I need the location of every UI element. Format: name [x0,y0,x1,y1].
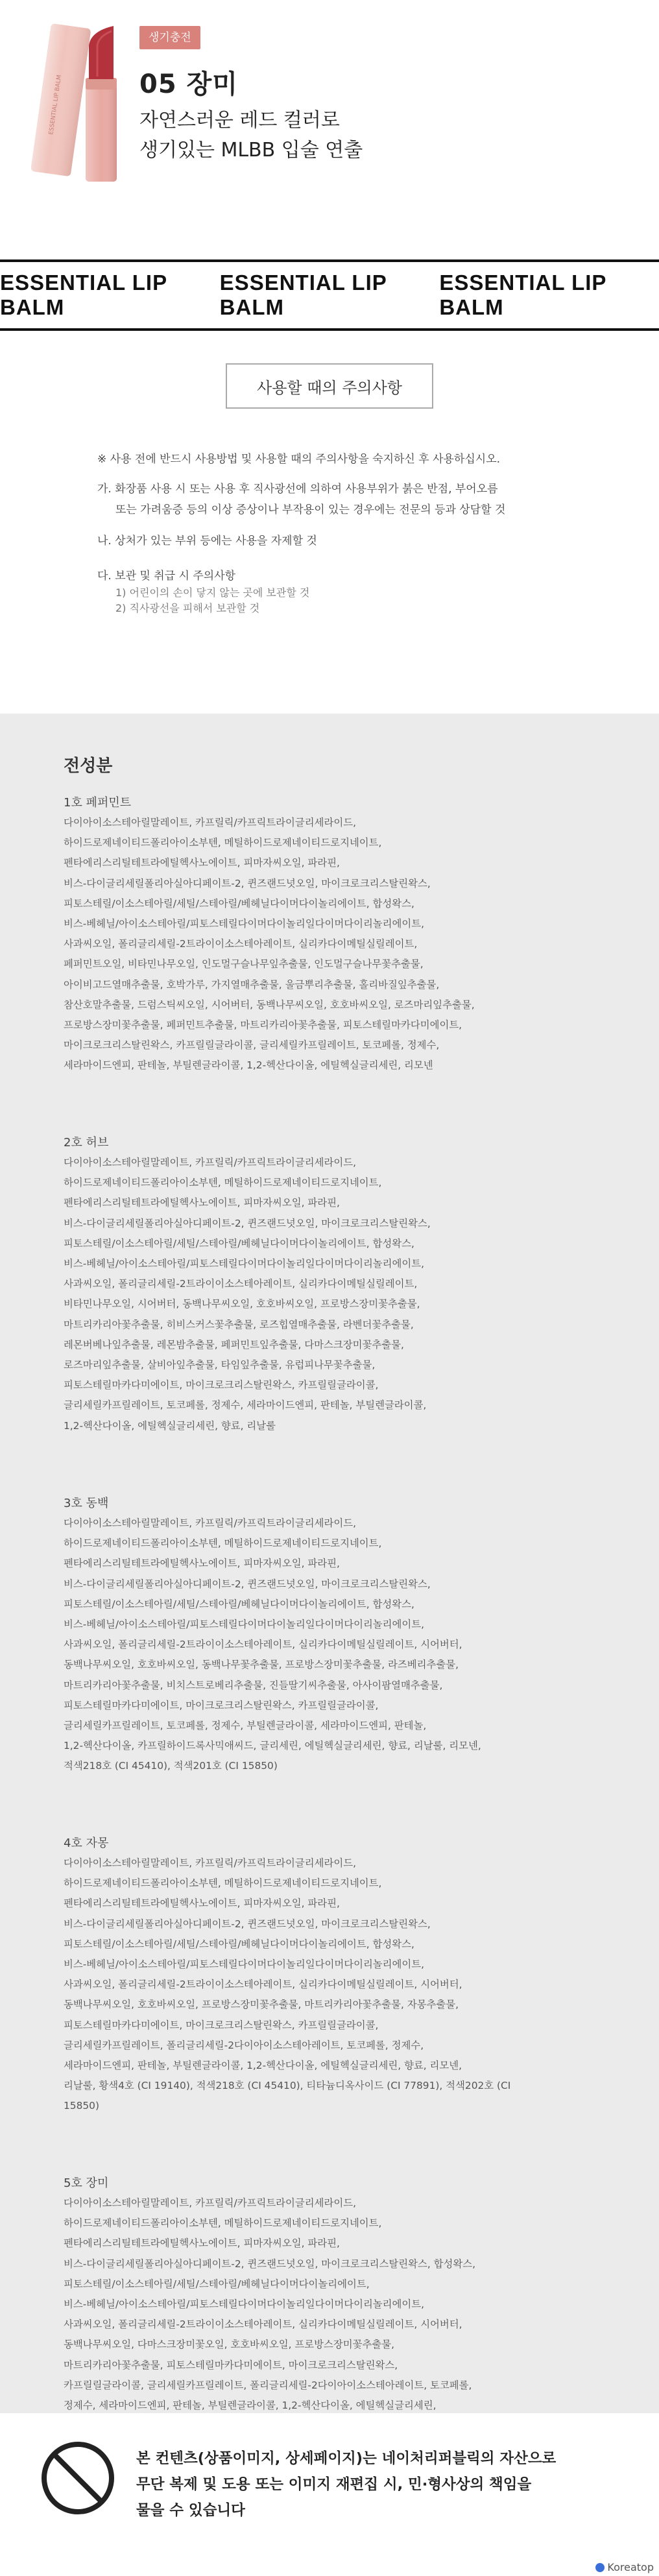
ingredient-line: 비스-다이글리세릴폴리아실아디페이트-2, 퀸즈랜드넛오일, 마이크로크리스탈린왁스, [64,1578,431,1590]
ingredient-line: 다이아이소스테아릴말레이트, 카프릴릭/카프릭트라이글리세라이드, [64,2197,357,2209]
ingredients-section [0,714,659,2413]
ingredient-line: 펜타에리스리틸테트라에틸헥사노에이트, 피마자씨오일, 파라핀, [64,1558,340,1570]
ingredient-line: 피토스테릴마카다미에이트, 마이크로크리스탈린왁스, 카프릴릴글라이콜, [64,2019,379,2031]
caution-line: 또는 가려움증 등의 이상 증상이나 부작용이 있는 경우에는 전문의 등과 상담할 것 [115,503,506,516]
ingredient-line: 동백나무씨오일, 호호바씨오일, 프로방스장미꽃추출물, 마트리카리아꽃추출물, 자몽추출물, [64,1999,459,2011]
ingredient-line: 1,2-헥산다이올, 에틸헥실글리세린, 향료, 리날룰 [64,1419,276,1432]
caution-line: ※ 사용 전에 반드시 사용방법 및 사용할 때의 주의사항을 숙지하신 후 사용하십시오. [97,453,501,466]
watermark-text: Koreatop [607,2561,654,2573]
ingredient-line: 레몬버베나잎추출물, 레몬밤추출물, 페퍼민트잎추출물, 다마스크장미꽃추출물, [64,1338,404,1351]
shade-badge: 생기충전 [139,26,200,49]
copyright-notice [0,2413,659,2576]
ingredient-line: 사과씨오일, 폴리글리세릴-2트라이이소스테아레이트, 실리카다이메틸실릴레이트, [64,938,418,950]
banner-text: ESSENTIAL LIP BALM [439,271,606,319]
ingredient-line: 동백나무씨오일, 다마스크장미꽃오일, 호호바씨오일, 프로방스장미꽃추출물, [64,2339,395,2351]
ingredient-line: 피토스테릴마카다미에이트, 마이크로크리스탈린왁스, 카프릴릴글라이콜, [64,1699,379,1711]
ingredient-line: 피토스테릴/이소스테아릴/세틸/스테아릴/베헤닐다이머다이놀리에이트, [64,2278,370,2290]
ingredient-section [64,793,608,1076]
ingredient-line: 비스-다이글리세릴폴리아실아디페이트-2, 퀸즈랜드넛오일, 마이크로크리스탈린왁스, 합성왁스, [64,2257,475,2270]
ingredient-line: 펜타에리스리틸테트라에틸헥사노에이트, 피마자씨오일, 파라핀, [64,1197,340,1209]
ingredient-line: 마트리카리아꽃추출물, 피토스테릴마카다미에이트, 마이크로크리스탈린왁스, [64,2359,398,2371]
ingredient-line: 사과씨오일, 폴리글리세릴-2트라이이소스테아레이트, 실리카다이메틸실릴레이트, [64,1278,418,1290]
ingredient-line: 하이드로제네이티드폴리아이소부텐, 메틸하이드로제네이티드로지네이트, [64,1877,382,1890]
banner-text: ESSENTIAL LIP BALM [0,271,167,319]
ingredient-section-title: 3호 동백 [64,1497,109,1510]
ingredient-line: 하이드로제네이티드폴리아이소부텐, 메틸하이드로제네이티드로지네이트, [64,2217,382,2230]
caution-title: 사용할 때의 주의사항 [226,363,433,409]
ingredient-line: 펜타에리스리틸테트라에틸헥사노에이트, 피마자씨오일, 파라핀, [64,1897,340,1910]
ingredient-line: 사과씨오일, 폴리글리세릴-2트라이이소스테아레이트, 실리카다이메틸실릴레이트, 시어버터, [64,1639,462,1651]
ingredient-line: 피토스테릴/이소스테아릴/세틸/스테아릴/베헤닐다이머다이놀리에이트, 합성왁스, [64,1598,414,1610]
ingredient-line: 하이드로제네이티드폴리아이소부텐, 메틸하이드로제네이티드로지네이트, [64,837,382,849]
ingredient-line: 피토스테릴/이소스테아릴/세틸/스테아릴/베헤닐다이머다이놀리에이트, 합성왁스, [64,1237,414,1249]
notice-line: 무단 복제 및 도용 또는 이미지 재편집 시, 민·형사상의 책임을 [136,2476,532,2493]
ingredient-line: 비스-베헤닐/아이소스테아릴/피토스테릴다이머다이놀리일다이머다이리놀리에이트, [64,1258,425,1270]
ingredient-line: 비스-베헤닐/아이소스테아릴/피토스테릴다이머다이놀리일다이머다이리놀리에이트, [64,1619,425,1631]
ingredient-line: 다이아이소스테아릴말레이트, 카프릴릭/카프릭트라이글리세라이드, [64,1157,357,1168]
ingredient-line: 비스-베헤닐/아이소스테아릴/피토스테릴다이머다이놀리일다이머다이리놀리에이트, [64,918,425,930]
ingredient-line: 마이크로크리스탈린왁스, 카프릴릴글라이콜, 글리세릴카프릴레이트, 토코페롤, 정제수, [64,1039,440,1052]
ingredient-line: 피토스테릴/이소스테아릴/세틸/스테아릴/베헤닐다이머다이놀리에이트, 합성왁스, [64,1938,414,1950]
caution-line: 1) 어린이의 손이 닿지 않는 곳에 보관할 것 [115,586,310,599]
ingredient-line: 피토스테릴마카다미에이트, 마이크로크리스탈린왁스, 카프릴릴글라이콜, [64,1379,379,1391]
banner-text: ESSENTIAL LIP BALM [219,271,387,319]
ingredient-line: 프로방스장미꽃추출물, 페퍼민트추출물, 마트리카리아꽃추출물, 피토스테릴마카다미에이트, [64,1019,462,1031]
ingredient-section-title: 1호 페퍼민트 [64,796,132,810]
ingredients-title: 전성분 [64,756,113,776]
ingredient-section [64,1493,608,1777]
notice-line: 물을 수 있습니다 [136,2502,245,2519]
product-name-banner [0,259,659,331]
ingredient-line: 리날룰, 황색4호 (CI 19140), 적색218호 (CI 45410), 티타늄디옥사이드 (CI 77891), 적색202호 (CI [64,2080,511,2092]
ingredient-line: 다이아이소스테아릴말레이트, 카프릴릭/카프릭트라이글리세라이드, [64,1517,357,1529]
prohibited-icon [39,2439,117,2517]
caution-line: 나. 상처가 있는 부위 등에는 사용을 자제할 것 [97,535,317,548]
ingredient-line: 사과씨오일, 폴리글리세릴-2트라이이소스테아레이트, 실리카다이메틸실릴레이트, 시어버터, [64,2318,462,2331]
ingredient-section [64,1133,608,1436]
caution-line: 가. 화장품 사용 시 또는 사용 후 직사광선에 의하여 사용부위가 붉은 반점, 부어오름 [97,483,498,496]
ingredient-line: 적색218호 (CI 45410), 적색201호 (CI 15850) [64,1760,278,1772]
product-section [0,0,659,214]
watermark [595,2561,654,2573]
ingredient-line: 동백나무씨오일, 호호바씨오일, 동백나무꽃추출물, 프로방스장미꽃추출물, 라즈베리추출물, [64,1659,459,1671]
ingredient-line: 비스-다이글리세릴폴리아실아디페이트-2, 퀸즈랜드넛오일, 마이크로크리스탈린왁스, [64,1918,431,1930]
ingredient-line: 글리세릴카프릴레이트, 토코페롤, 정제수, 세라마이드엔피, 판테놀, 부틸렌글라이콜, [64,1399,427,1412]
caution-line: 2) 직사광선을 피해서 보관할 것 [115,602,260,614]
ingredient-line: 마트리카리아꽃추출물, 히비스커스꽃추출물, 로즈힙열매추출물, 라벤더꽃추출물, [64,1318,414,1330]
ingredient-line: 아이비고드열매추출물, 호박가루, 가지열매추출물, 울금뿌리추출물, 홀리바질잎추출물, [64,978,440,991]
ingredient-line: 1,2-헥산다이올, 카프릴하이드록사믹애씨드, 글리세린, 에틸헥실글리세린, 향료, 리날룰, 리모넨, [64,1740,481,1752]
watermark-logo-icon [595,2563,605,2572]
ingredient-line: 사과씨오일, 폴리글리세릴-2트라이이소스테아레이트, 실리카다이메틸실릴레이트, 시어버터, [64,1979,462,1991]
shade-name: 05 장미 [139,69,238,99]
ingredient-line: 하이드로제네이티드폴리아이소부텐, 메틸하이드로제네이티드로지네이트, [64,1177,382,1189]
ingredient-line: 하이드로제네이티드폴리아이소부텐, 메틸하이드로제네이티드로지네이트, [64,1537,382,1550]
ingredient-line: 피토스테릴/이소스테아릴/세틸/스테아릴/베헤닐다이머다이놀리에이트, 합성왁스, [64,897,414,909]
ingredient-line: 마트리카리아꽃추출물, 비치스트로베리추출물, 진들딸기씨추출물, 아사이팜열매추출물, [64,1679,443,1691]
shade-description-line: 자연스러운 레드 컬러로 [139,109,340,132]
ingredient-line: 다이아이소스테아릴말레이트, 카프릴릭/카프릭트라이글리세라이드, [64,1857,357,1869]
lip-balm-product-image [26,0,130,195]
ingredient-line: 펜타에리스리틸테트라에틸헥사노에이트, 피마자씨오일, 파라핀, [64,857,340,869]
ingredient-line: 15850) [64,2100,99,2112]
ingredient-section-title: 5호 장미 [64,2176,109,2190]
ingredient-line: 다이아이소스테아릴말레이트, 카프릴릭/카프릭트라이글리세라이드, [64,817,357,828]
ingredient-section-title: 4호 자몽 [64,1836,109,1850]
ingredient-line: 비스-베헤닐/아이소스테아릴/피토스테릴다이머다이놀리일다이머다이리놀리에이트, [64,1958,425,1971]
notice-line: 본 컨텐츠(상품이미지, 상세페이지)는 네이처리퍼블릭의 자산으로 [136,2450,557,2467]
caution-line: 다. 보관 및 취급 시 주의사항 [97,570,236,583]
ingredient-line: 비스-베헤닐/아이소스테아릴/피토스테릴다이머다이놀리일다이머다이리놀리에이트, [64,2298,425,2311]
ingredient-line: 세라마이드엔피, 판테놀, 부틸렌글라이콜, 1,2-헥산다이올, 에틸헥실글리세린, 리모넨 [64,1059,433,1072]
ingredient-line: 비타민나무오일, 시어버터, 동백나무씨오일, 호호바씨오일, 프로방스장미꽃추출물, [64,1298,420,1310]
ingredient-line: 비스-다이글리세릴폴리아실아디페이트-2, 퀸즈랜드넛오일, 마이크로크리스탈린왁스, [64,1217,431,1229]
ingredient-line: 글리세릴카프릴레이트, 폴리글리세릴-2다이아이소스테아레이트, 토코페롤, 정제수, [64,2039,424,2051]
ingredient-line: 카프릴릴글라이콜, 글리세릴카프릴레이트, 폴리글리세릴-2다이아이소스테아레이트, 토코페롤, [64,2379,472,2391]
ingredient-line: 세라마이드엔피, 판테놀, 부틸렌글라이콜, 1,2-헥산다이올, 에틸헥실글리세린, 향료, 리모넨, [64,2060,462,2072]
ingredient-section [64,1833,608,2117]
ingredient-line: 참산호말추출물, 드럼스틱씨오일, 시어버터, 동백나무씨오일, 호호바씨오일, 로즈마리잎추출물, [64,998,475,1011]
ingredient-line: 페퍼민트오일, 비타민나무오일, 인도멀구슬나무잎추출물, 인도멀구슬나무꽃추출물, [64,958,424,970]
svg-text:ESSENTIAL LIP BALM: ESSENTIAL LIP BALM [48,74,64,136]
ingredient-line: 정제수, 세라마이드엔피, 판테놀, 부틸렌글라이콜, 1,2-헥산다이올, 에틸헥실글리세린, [64,2400,437,2412]
ingredient-line: 로즈마리잎추출물, 살비아잎추출물, 타임잎추출물, 유럽피나무꽃추출물, [64,1359,376,1371]
ingredient-line: 글리세릴카프릴레이트, 토코페롤, 정제수, 부틸렌글라이콜, 세라마이드엔피, 판테놀, [64,1720,427,1732]
shade-description-line: 생기있는 MLBB 입술 연출 [139,139,363,162]
ingredient-section-title: 2호 허브 [64,1136,109,1150]
ingredient-line: 펜타에리스리틸테트라에틸헥사노에이트, 피마자씨오일, 파라핀, [64,2237,340,2250]
ingredient-line: 비스-다이글리세릴폴리아실아디페이트-2, 퀸즈랜드넛오일, 마이크로크리스탈린왁스, [64,877,431,889]
